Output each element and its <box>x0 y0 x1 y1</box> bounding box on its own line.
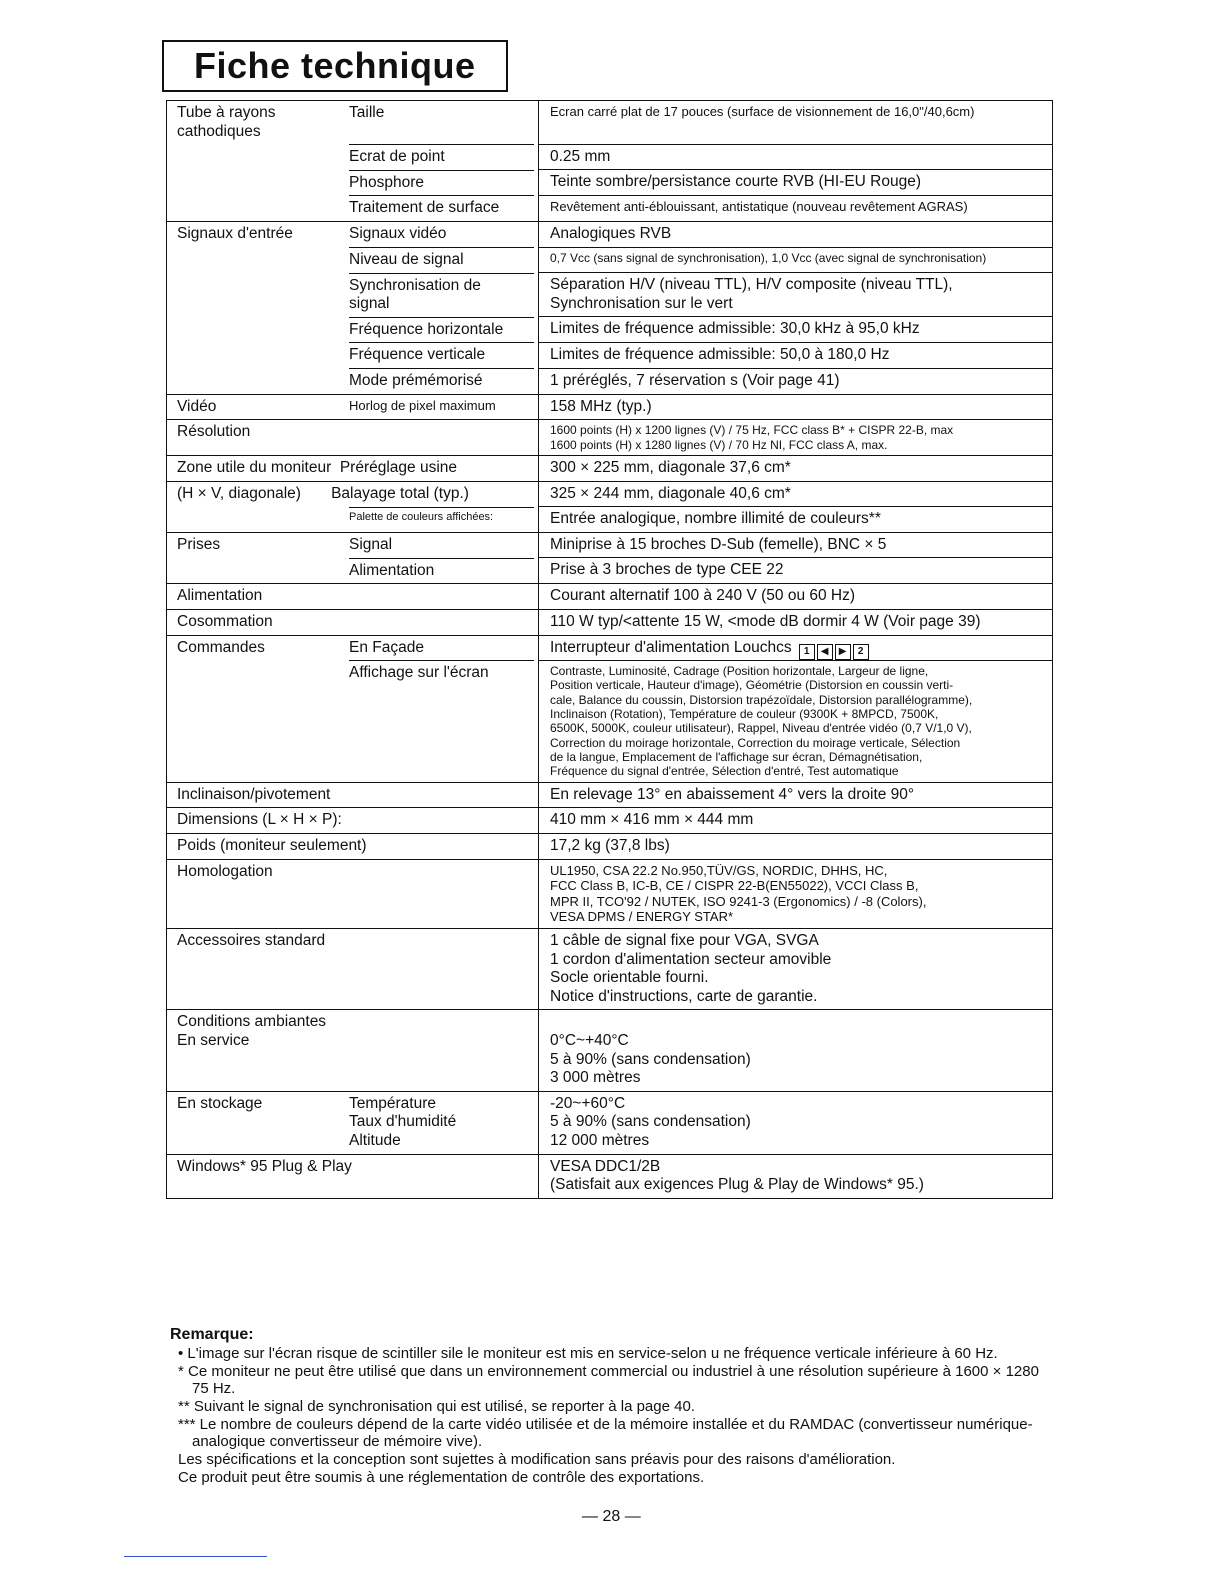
spec-subcategory: Affichage sur l'écran <box>349 660 534 683</box>
spec-subcategory: Synchronisation de signal <box>349 273 534 314</box>
spec-value-cell <box>539 195 1053 221</box>
spec-value-cell <box>539 635 1053 660</box>
spec-row <box>167 144 1053 170</box>
spec-value: 325 × 244 mm, diagonale 40,6 cm* <box>550 484 791 502</box>
spec-value: En relevage 13° en abaissement 4° vers la droite 90° <box>550 785 915 803</box>
spec-row <box>167 558 1053 584</box>
spec-label-cell <box>167 101 539 145</box>
spec-subcategory: Traitement de surface <box>349 195 534 218</box>
spec-label-cell <box>167 507 539 533</box>
spec-category: Tube à rayons cathodiques <box>177 104 276 140</box>
spec-row <box>167 610 1053 636</box>
spec-subcategory <box>349 863 534 882</box>
spec-value: Limites de fréquence admissible: 50,0 à 180,0 Hz <box>550 345 890 363</box>
spec-value: 0,7 Vcc (sans signal de synchronisation), 1,0 Vcc (avec signal de synchronisation) <box>550 250 987 265</box>
spec-subcategory: Ecrat de point <box>349 144 534 167</box>
spec-subcategory <box>349 932 534 951</box>
spec-value: Revêtement anti-éblouissant, antistatique (nouveau revêtement AGRAS) <box>550 198 968 214</box>
spec-category <box>177 198 349 218</box>
note-item: Les spécifications et la conception sont sujettes à modification sans préavis pour des raisons d'amélioration. <box>178 1451 896 1468</box>
spec-value: Contraste, Luminosité, Cadrage (Position horizontale, Largeur de ligne, Position verticale, Hauteur d'image), Géométrie (Distorsion en coussin verti- cale, Balance du coussin, Distorsion trapézoïdale, Distorsion parallélogramme), Inclinaison (Rotation), Température de couleur (9300K + 8MPCD, 7500K, 6500K, 5000K, couleur utilisateur), Rappel, Niveau d'entrée vidéo (0,7 V/1,0 V), Correction du moirage horizontale, Correction du moirage verticale, Sélection de la langue, Emplacement de l'affichage sur écran, Démagnétisation, Fréquence du signal d'entrée, Sélection d'entré, Test automatique <box>550 663 973 779</box>
spec-label-cell <box>167 610 539 636</box>
spec-value: 410 mm × 416 mm × 444 mm <box>550 811 754 829</box>
spec-subcategory: Mode prémémorisé <box>349 368 534 391</box>
spec-value-cell <box>539 558 1053 584</box>
spec-subcategory: Niveau de signal <box>349 247 534 270</box>
spec-label-cell <box>167 195 539 221</box>
spec-label-cell <box>167 532 539 558</box>
spec-row <box>167 247 1053 273</box>
spec-label-cell <box>167 394 539 420</box>
spec-category: Zone utile du moniteur Préréglage usine <box>177 459 458 476</box>
spec-row <box>167 1010 1053 1091</box>
control-key-icon: 1 <box>799 644 815 660</box>
spec-row <box>167 660 1053 782</box>
spec-category: Commandes <box>177 638 265 656</box>
spec-value: 158 MHz (typ.) <box>550 397 652 415</box>
spec-value-cell <box>539 808 1053 834</box>
spec-value: Teinte sombre/persistance courte RVB (HI-EU Rouge) <box>550 173 922 191</box>
spec-label-cell <box>167 170 539 196</box>
spec-value-cell <box>539 1154 1053 1198</box>
spec-category: Cosommation <box>177 613 273 631</box>
page-number: — 28 — <box>582 1508 641 1525</box>
spec-category: Résolution <box>177 423 251 441</box>
spec-row <box>167 221 1053 247</box>
spec-value-cell <box>539 394 1053 420</box>
spec-subcategory: Alimentation <box>349 558 534 581</box>
note-item: Ce produit peut être soumis à une réglementation de contrôle des exportations. <box>178 1468 705 1486</box>
spec-subcategory: Fréquence horizontale <box>349 317 534 340</box>
spec-label-cell <box>167 456 539 482</box>
spec-category: Poids (moniteur seulement) <box>177 837 367 855</box>
spec-subcategory: En Façade <box>349 638 424 656</box>
spec-value: Miniprise à 15 broches D-Sub (femelle), BNC × 5 <box>550 535 887 553</box>
spec-label-cell <box>167 342 539 368</box>
spec-subcategory <box>349 613 534 632</box>
spec-category <box>177 276 349 314</box>
spec-label-cell <box>167 808 539 834</box>
spec-category <box>177 345 349 365</box>
spec-value: 0.25 mm <box>550 147 611 165</box>
spec-category: Prises <box>177 535 221 553</box>
spec-value: 17,2 kg (37,8 lbs) <box>550 837 670 855</box>
spec-value-cell <box>539 273 1053 317</box>
spec-table-grid <box>166 100 1053 1199</box>
spec-subcategory <box>349 587 534 606</box>
spec-label-cell <box>167 782 539 808</box>
spec-row <box>167 368 1053 394</box>
spec-label-cell <box>167 273 539 317</box>
spec-category: Vidéo <box>177 397 217 415</box>
spec-row <box>167 317 1053 343</box>
spec-subcategory: Signal <box>349 535 393 553</box>
page-title: Fiche technique <box>162 40 508 92</box>
spec-value-cell <box>539 247 1053 273</box>
spec-value-cell <box>539 342 1053 368</box>
spec-category: En stockage <box>177 1094 263 1112</box>
spec-category <box>177 250 349 270</box>
spec-subcategory: Température Taux d'humidité Altitude <box>349 1094 457 1149</box>
spec-category: Accessoires standard <box>177 932 326 950</box>
spec-category: Alimentation <box>177 587 263 605</box>
spec-value: VESA DDC1/2B (Satisfait aux exigences Plug & Play de Windows* 95.) <box>550 1157 924 1194</box>
spec-value: 1 préréglés, 7 réservation s (Voir page 41) <box>550 371 840 389</box>
control-key-icon: ◀ <box>817 644 833 660</box>
spec-row <box>167 929 1053 1010</box>
note-item: • L'image sur l'écran risque de scintiller sile le moniteur est mis en service-selon u ne fréquence verticale inférieure à 60 Hz. <box>178 1344 998 1362</box>
spec-value-cell <box>539 610 1053 636</box>
spec-value: 300 × 225 mm, diagonale 37,6 cm* <box>550 459 791 476</box>
spec-label-cell <box>167 558 539 584</box>
spec-value: UL1950, CSA 22.2 No.950,TÜV/GS, NORDIC, DHHS, HC, FCC Class B, IC-B, CE / CISPR 22-B(EN55022), VCCI Class B, MPR II, TCO'92 / NUTEK, ISO 9241-3 (Ergonomics) / -8 (Colors), VESA DPMS / ENERGY STAR* <box>550 862 927 925</box>
spec-row <box>167 273 1053 317</box>
spec-category <box>177 173 349 193</box>
note-item: *** Le nombre de couleurs dépend de la carte vidéo utilisée et de la mémoire installée et du RAMDAC (convertisseur numérique-analogique convertisseur de mémoire vive). <box>178 1415 1033 1451</box>
spec-label-cell <box>167 144 539 170</box>
spec-value: Limites de fréquence admissible: 30,0 kHz à 95,0 kHz <box>550 320 920 338</box>
spec-subcategory: Signaux vidéo <box>349 224 447 242</box>
spec-row <box>167 101 1053 145</box>
spec-label-cell <box>167 635 539 660</box>
spec-value: -20~+60°C 5 à 90% (sans condensation) 12 000 mètres <box>550 1094 751 1149</box>
spec-value: 110 W typ/<attente 15 W, <mode dB dormir 4 W (Voir page 39) <box>550 613 981 631</box>
spec-row <box>167 1154 1053 1198</box>
spec-value-cell <box>539 368 1053 394</box>
spec-value-cell <box>539 317 1053 343</box>
footer-rule <box>124 1556 267 1557</box>
spec-category: Inclinaison/pivotement <box>177 785 331 803</box>
control-key-icon: 2 <box>853 644 869 660</box>
spec-value: Entrée analogique, nombre illimité de couleurs** <box>550 510 881 528</box>
spec-label-cell <box>167 221 539 247</box>
spec-row <box>167 170 1053 196</box>
spec-value: Ecran carré plat de 17 pouces (surface de visionnement de 16,0"/40,6cm) <box>550 104 975 119</box>
spec-row <box>167 481 1053 507</box>
spec-row <box>167 859 1053 928</box>
spec-value: Analogiques RVB <box>550 224 672 242</box>
spec-value-cell <box>539 456 1053 482</box>
spec-value: 0°C~+40°C 5 à 90% (sans condensation) 3 000 mètres <box>550 1032 751 1087</box>
spec-value: Séparation H/V (niveau TTL), H/V composite (niveau TTL), Synchronisation sur le vert <box>550 276 953 312</box>
spec-value-cell <box>539 101 1053 145</box>
spec-label-cell <box>167 247 539 273</box>
spec-category <box>177 510 349 524</box>
spec-label-cell <box>167 368 539 394</box>
spec-row <box>167 394 1053 420</box>
spec-subcategory <box>349 1158 534 1177</box>
spec-row <box>167 834 1053 860</box>
spec-value-cell <box>539 1010 1053 1091</box>
spec-value-cell <box>539 782 1053 808</box>
spec-row <box>167 507 1053 533</box>
spec-category <box>177 371 349 391</box>
spec-value-cell <box>539 929 1053 1010</box>
spec-value-cell <box>539 660 1053 782</box>
note-item: * Ce moniteur ne peut être utilisé que dans un environnement commercial ou industriel à une résolution supérieure à 1600 × 1280 75 Hz. <box>178 1362 1039 1398</box>
spec-value-cell <box>539 507 1053 533</box>
spec-label-cell <box>167 834 539 860</box>
notes-heading: Remarque: <box>170 1326 254 1343</box>
spec-row <box>167 195 1053 221</box>
spec-value: Prise à 3 broches de type CEE 22 <box>550 561 784 579</box>
spec-category <box>177 663 349 683</box>
spec-value-cell <box>539 170 1053 196</box>
spec-label-cell <box>167 584 539 610</box>
spec-category <box>177 561 349 581</box>
spec-label-cell <box>167 660 539 782</box>
spec-label-cell <box>167 1091 539 1154</box>
spec-category: Conditions ambiantes En service <box>177 1013 327 1049</box>
spec-category: (H × V, diagonale) Balayage total (typ.) <box>177 484 469 502</box>
spec-category <box>177 147 349 167</box>
spec-subcategory <box>349 423 534 442</box>
spec-value-cell <box>539 481 1053 507</box>
spec-category: Windows* 95 Plug & Play <box>177 1157 352 1175</box>
spec-value-cell <box>539 420 1053 456</box>
spec-value: 1600 points (H) x 1200 lignes (V) / 75 Hz, FCC class B* + CISPR 22-B, max 1600 points (H) x 1280 lignes (V) / 70 Hz NI, FCC class A, max. <box>550 423 954 452</box>
spec-subcategory: Taille <box>349 104 385 121</box>
spec-subcategory: Phosphore <box>349 170 534 193</box>
spec-category: Signaux d'entrée <box>177 224 293 242</box>
spec-row <box>167 456 1053 482</box>
spec-label-cell <box>167 317 539 343</box>
spec-row <box>167 342 1053 368</box>
spec-value-cell <box>539 859 1053 928</box>
spec-category: Homologation <box>177 862 273 880</box>
spec-value-cell <box>539 532 1053 558</box>
spec-value-cell <box>539 1091 1053 1154</box>
spec-subcategory <box>349 786 534 805</box>
spec-row <box>167 584 1053 610</box>
spec-value: 1 câble de signal fixe pour VGA, SVGA 1 cordon d'alimentation secteur amovible Socle orientable fourni. Notice d'instructions, carte de garantie. <box>550 932 832 1005</box>
spec-label-cell <box>167 1154 539 1198</box>
spec-label-cell <box>167 929 539 1010</box>
spec-label-cell <box>167 859 539 928</box>
spec-subcategory <box>349 837 534 856</box>
spec-row <box>167 782 1053 808</box>
spec-row <box>167 1091 1053 1154</box>
control-icons <box>798 639 870 656</box>
spec-label-cell <box>167 481 539 507</box>
spec-row <box>167 808 1053 834</box>
spec-category <box>177 320 349 340</box>
spec-subcategory: Palette de couleurs affichées: <box>349 507 534 524</box>
spec-row <box>167 635 1053 660</box>
note-item: ** Suivant le signal de synchronisation qui est utilisé, se reporter à la page 40. <box>178 1397 695 1415</box>
spec-subcategory: Horlog de pixel maximum <box>349 397 496 413</box>
spec-value-cell <box>539 834 1053 860</box>
spec-label-cell <box>167 420 539 456</box>
spec-row <box>167 420 1053 456</box>
spec-value-cell <box>539 584 1053 610</box>
control-key-icon: ▶ <box>835 644 851 660</box>
notes <box>170 1326 1050 1486</box>
spec-subcategory: Fréquence verticale <box>349 342 534 365</box>
spec-label-cell <box>167 1010 539 1091</box>
spec-value: Interrupteur d'alimentation Louchcs <box>550 638 792 656</box>
spec-value: Courant alternatif 100 à 240 V (50 ou 60 Hz) <box>550 587 856 605</box>
spec-value-cell <box>539 144 1053 170</box>
spec-value-cell <box>539 221 1053 247</box>
spec-category: Dimensions (L × H × P): <box>177 811 342 829</box>
spec-row <box>167 532 1053 558</box>
spec-subcategory <box>349 811 534 830</box>
